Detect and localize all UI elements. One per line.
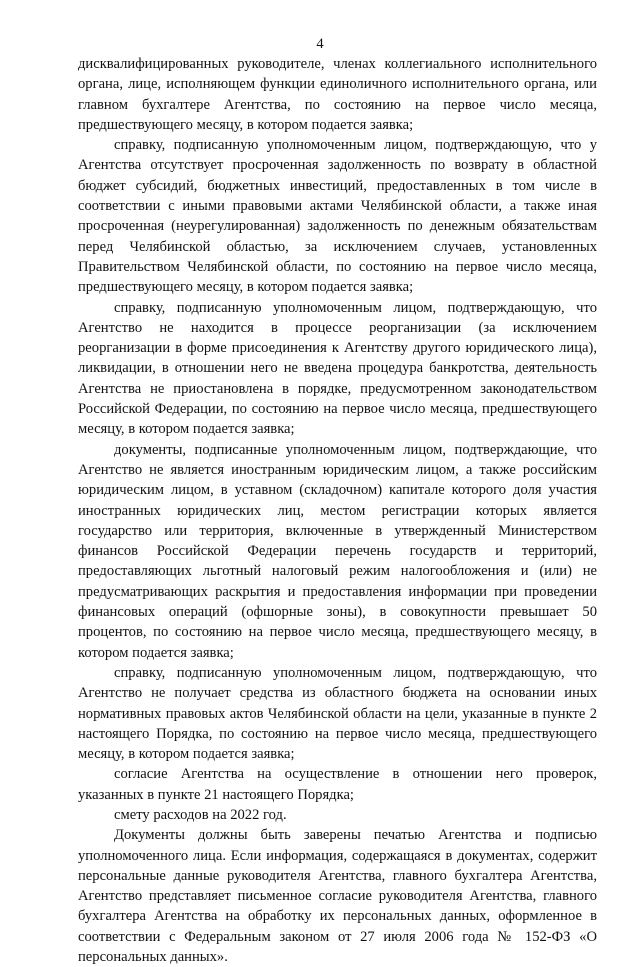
- document-body: [78, 54, 597, 967]
- paragraph-document-certification: Документы должны быть заверены печатью Агентства и подписью уполномоченного лица. Если информация, содержащаяся в документах, содержит персональные данные руководителя Агентства, главного бухгалтера Агентства, Агентство представляет письменное согласие руководителя Агентства, главного бухгалтера Агентства на обработку их персональных данных, оформленное в соответствии с Федеральным законом от 27 июля 2006 года № 152-ФЗ «О персональных данных».: [78, 827, 597, 966]
- paragraph-not-foreign-entity-documents: документы, подписанные уполномоченным лицом, подтверждающие, что Агентство не является иностранным юридическим лицом, а также российским юридическим лицом, в уставном (складочном) капитале которого доля участия иностранных юридических лиц, местом регистрации которых является государство или территория, включенные в утвержденный Министерством финансов Российской Федерации перечень государств и территорий, предоставляющих льготный налоговый режим налогообложения и (или) не предусматривающих раскрытия и предоставления информации при проведении финансовых операций (офшорные зоны), в совокупности превышает 50 процентов, по состоянию на первое число месяца, предшествующего месяцу, в котором подается заявка;: [78, 441, 597, 661]
- paragraph-expense-estimate: смету расходов на 2022 год.: [114, 806, 287, 823]
- paragraph-no-reorganization-certificate: справку, подписанную уполномоченным лицом, подтверждающую, что Агентство не находится в процессе реорганизации (за исключением реорганизации в форме присоединения к Агентству другого юридического лица), ликвидации, в отношении него не введена процедура банкротства, деятельность Агентства не приостановлена в порядке, предусмотренном законодательством Российской Федерации, по состоянию на первое число месяца, предшествующего месяцу, в котором подается заявка;: [78, 299, 597, 438]
- paragraph-disqualified-persons: дисквалифицированных руководителе, членах коллегиального исполнительного органа, лице, исполняющем функции единоличного исполнительного органа, или главном бухгалтере Агентства, по состоянию на первое число месяца, предшествующего месяцу, в котором подается заявка;: [78, 56, 597, 133]
- paragraph-consent-to-inspections: согласие Агентства на осуществление в отношении него проверок, указанных в пункте 21 настоящего Порядка;: [78, 766, 597, 803]
- paragraph-no-overdue-debt-certificate: справку, подписанную уполномоченным лицом, подтверждающую, что у Агентства отсутствует просроченная задолженность по возврату в областной бюджет субсидий, бюджетных инвестиций, предоставленных в том числе в соответствии с иными правовыми актами Челябинской области, а также иная просроченная (неурегулированная) задолженность по денежным обязательствам перед Челябинской областью, за исключением случаев, установленных Правительством Челябинской области, по состоянию на первое число месяца, предшествующего месяцу, в котором подается заявка;: [78, 137, 597, 296]
- paragraph-no-other-budget-funds-certificate: справку, подписанную уполномоченным лицом, подтверждающую, что Агентство не получает средства из областного бюджета на основании иных нормативных правовых актов Челябинской области на цели, указанные в пункте 2 настоящего Порядка, по состоянию на первое число месяца, предшествующего месяцу, в котором подается заявка;: [78, 664, 597, 763]
- page-number: 4: [316, 36, 324, 52]
